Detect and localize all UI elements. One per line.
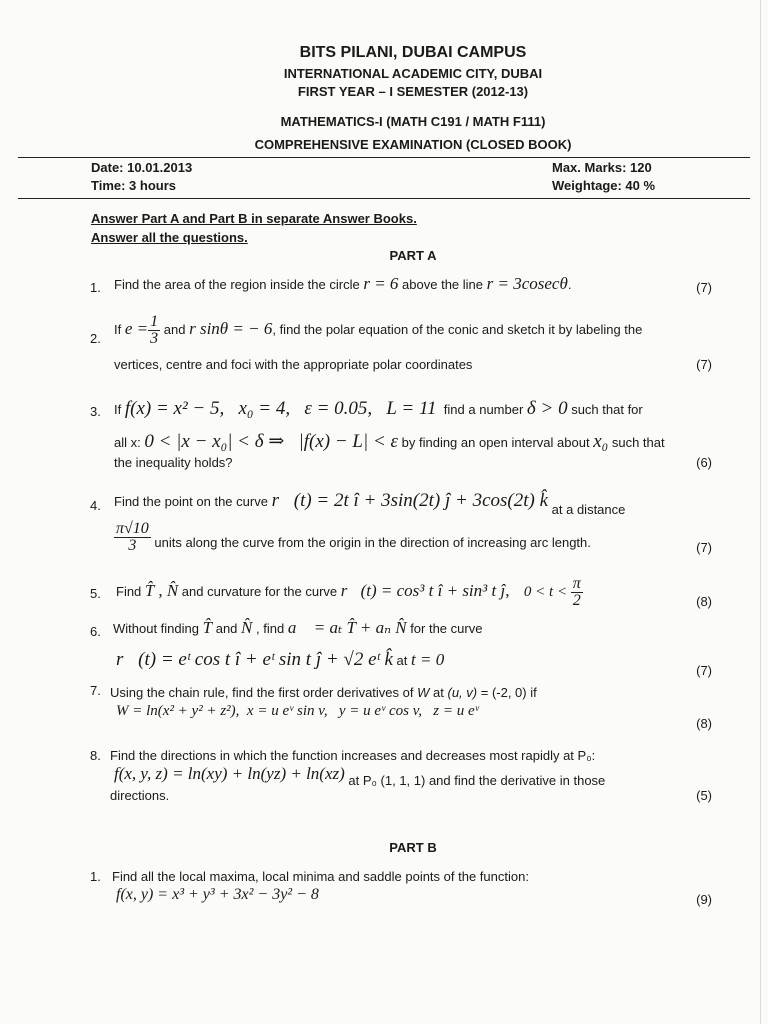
q3-text-c: all x: <box>114 435 141 450</box>
q1-text-a: Find the area of the region inside the circle <box>114 277 360 292</box>
q4-line-2 <box>114 521 591 554</box>
q2-math-e: e = <box>124 318 149 338</box>
q3-number: 3. <box>90 404 101 419</box>
q2-fraction <box>148 314 160 347</box>
q3-text-if: If <box>114 402 122 417</box>
q6-math-t0: t = 0 <box>411 650 445 669</box>
q2-text-a: , find the polar equation of the conic and sketch it by labeling the <box>272 321 643 337</box>
exam-line: COMPREHENSIVE EXAMINATION (CLOSED BOOK) <box>254 137 572 152</box>
q3-line-2 <box>114 430 665 453</box>
q6-text-d: for the curve <box>410 621 483 636</box>
part-b-title: PART B <box>389 840 437 855</box>
q6-line-1 <box>113 618 482 638</box>
q6-text-a: Without finding <box>113 621 199 636</box>
exam-time: Time: 3 hours <box>91 178 177 193</box>
q1-text <box>114 274 571 294</box>
q7-text-b: at <box>433 685 444 700</box>
q8-line-2 <box>114 764 606 788</box>
q7-text-a: Using the chain rule, find the first order derivatives of <box>110 685 414 700</box>
q6-marks: (7) <box>696 663 712 678</box>
q1-math-circle: r = 6 <box>363 274 399 293</box>
q1-number: 1. <box>90 280 101 295</box>
q3-math-definitions: f(x) = x² − 5, x₀ = 4, ε = 0.05, L = 11 <box>124 398 437 419</box>
year-semester-line: FIRST YEAR – I SEMESTER (2012-13) <box>297 84 529 99</box>
q1-marks: (7) <box>696 280 712 295</box>
q6-line-2 <box>116 649 444 671</box>
q3-text-b: such that for <box>571 402 643 417</box>
q3-text-d: by finding an open interval about <box>401 435 590 450</box>
q8-text-b: at P₀ (1, 1, 1) and find the derivative in those <box>348 773 606 788</box>
q4-number: 4. <box>90 498 101 513</box>
q2-number: 2. <box>90 331 101 346</box>
scan-edge-line <box>760 0 761 1024</box>
q2-frac-numerator: 1 <box>150 313 159 330</box>
q2-math-line: r sinθ = − 6 <box>189 318 273 338</box>
top-rule <box>18 157 750 158</box>
q3-marks: (6) <box>696 455 712 470</box>
q7-marks: (8) <box>696 716 712 731</box>
q5-line <box>116 576 583 609</box>
max-marks: Max. Marks: 120 <box>552 160 652 175</box>
q6-number: 6. <box>90 624 101 639</box>
q3-text-e: such that <box>611 435 665 450</box>
pb-q1-number: 1. <box>90 869 101 884</box>
q7-number: 7. <box>90 683 101 698</box>
q6-text-b: and <box>215 621 238 636</box>
q2-text-and: and <box>163 321 186 337</box>
course-line: MATHEMATICS-I (MATH C191 / MATH F111) <box>280 114 546 129</box>
institution-title: BITS PILANI, DUBAI CAMPUS <box>299 44 527 61</box>
q7-line-1 <box>110 685 537 700</box>
q2-frac-denominator: 3 <box>150 330 159 347</box>
q1-math-line: r = 3cosecθ <box>486 274 568 293</box>
q5-frac-denominator: 2 <box>572 592 581 609</box>
q7-text-c: = (-2, 0) if <box>480 685 537 700</box>
q2-line-1 <box>114 314 642 347</box>
part-a-title: PART A <box>389 248 437 263</box>
q8-number: 8. <box>90 748 101 763</box>
q4-line-1 <box>114 490 626 517</box>
q5-math-range: 0 < t < <box>523 583 568 600</box>
q6-math-n: N̂ <box>241 618 253 637</box>
q8-math-function: f(x, y, z) = ln(xy) + ln(yz) + ln(xz) <box>114 764 345 783</box>
q4-math-curve: r⃗(t) = 2t î + 3sin(2t) ĵ + 3cos(2t) k̂ <box>271 490 549 511</box>
q5-marks: (8) <box>696 594 712 609</box>
q3-line-3: the inequality holds? <box>114 455 233 470</box>
q2-line-2: vertices, centre and foci with the appropriate polar coordinates <box>114 357 473 372</box>
instruction-1: Answer Part A and Part B in separate Answer Books. <box>91 211 417 226</box>
q4-fraction <box>114 521 151 554</box>
q5-math-tn: T̂ , N̂ <box>144 580 179 600</box>
q1-text-b: above the line <box>402 277 483 292</box>
q6-text-e: at <box>396 653 408 668</box>
q8-line-3: directions. <box>110 788 170 803</box>
q6-math-t: T̂ <box>202 618 213 637</box>
exam-date: Date: 10.01.2013 <box>91 160 193 175</box>
instruction-2: Answer all the questions. <box>91 230 248 245</box>
q2-text-if: If <box>114 321 122 337</box>
q5-number: 5. <box>90 586 101 601</box>
q7-math-w: W <box>417 685 430 700</box>
q3-line-1 <box>114 398 643 420</box>
q8-line-1: Find the directions in which the function increases and decreases most rapidly at P₀: <box>110 748 596 763</box>
q5-text-a: Find <box>116 583 142 599</box>
q4-text-b: at a distance <box>551 502 626 517</box>
q8-marks: (5) <box>696 788 712 803</box>
q5-text-b: and curvature for the curve <box>181 583 338 599</box>
pb-q1-text: Find all the local maxima, local minima and saddle points of the function: <box>112 869 529 884</box>
q4-frac-numerator: π√10 <box>116 520 149 537</box>
q5-frac-numerator: π <box>572 575 581 592</box>
q3-math-x0: x₀ <box>593 431 609 452</box>
q6-math-curve: r⃗(t) = eᵗ cos t î + eᵗ sin t ĵ + √2 eᵗ k̂ <box>116 649 393 670</box>
q4-text-a: Find the point on the curve <box>114 494 268 509</box>
q5-fraction <box>571 576 583 609</box>
weightage: Weightage: 40 % <box>552 178 656 193</box>
pb-q1-math-function: f(x, y) = x³ + y³ + 3x² − 3y² − 8 <box>116 886 319 903</box>
location-line: INTERNATIONAL ACADEMIC CITY, DUBAI <box>283 66 543 81</box>
bottom-rule <box>18 198 750 199</box>
q3-text-a: find a number <box>443 402 524 417</box>
q4-frac-denominator: 3 <box>128 537 137 554</box>
q6-text-c: , find <box>256 621 285 636</box>
q3-math-condition: 0 < |x − x₀| < δ ⇒ |f(x) − L| < ε <box>144 431 399 452</box>
q5-math-curve: r⃗(t) = cos³ t î + sin³ t ĵ, <box>340 580 510 600</box>
q4-text-c: units along the curve from the origin in the direction of increasing arc length. <box>154 534 591 550</box>
q6-math-accel: a⃗ = aₜ T̂ + aₙ N̂ <box>287 618 407 637</box>
q3-math-delta: δ > 0 <box>526 398 568 419</box>
q7-math-uv: (u, v) <box>447 685 478 700</box>
q7-math-functions: W = ln(x² + y² + z²), x = u eᵛ sin v, y = u eᵛ cos v, z = u eᵛ <box>116 703 479 719</box>
pb-q1-marks: (9) <box>696 892 712 907</box>
q2-marks: (7) <box>696 357 712 372</box>
q1-text-c: . <box>567 277 572 292</box>
q4-marks: (7) <box>696 540 712 555</box>
